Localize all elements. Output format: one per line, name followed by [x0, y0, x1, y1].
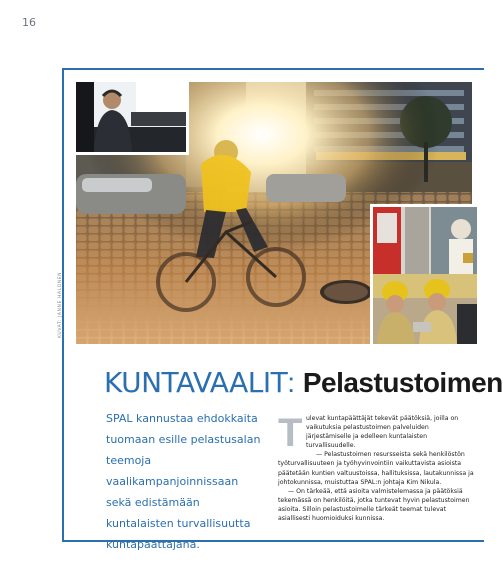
body-paragraph-2: — Pelastustoimen resursseista sekä henkilöstön työturvallisuuteen ja työhyvinvointiin vaikuttavista asioista päätetään kuntien valtuustoissa, hallituksissa, lautakunnissa ja johtokunnissa, muistuttaa SPAL:n johtaja Kim Nikula.: [278, 451, 474, 486]
headline-accent: KUNTAVAALIT: [104, 366, 288, 399]
headline-colon: :: [287, 367, 296, 398]
firefighters-photo: [370, 274, 477, 344]
body-column: [278, 411, 474, 523]
photo-credit: KUVAT: JANNE HALONEN: [58, 271, 63, 338]
drop-cap: T: [278, 411, 303, 455]
fire-station-photo: [370, 204, 477, 280]
body-paragraph-3: — On tärkeää, että asioita valmistelemassa ja päätöksiä tekemässä on henkilöitä, jotka tuntevat hyvin pelastustoimen asioita. Silloin pelastustoimelle tärkeät teemat tulevat asiallisesti huomioiduksi kunnissa.: [278, 487, 470, 523]
article-headline: [104, 365, 503, 401]
office-worker-photo: [76, 82, 189, 155]
intro-paragraph: SPAL kannustaa ehdokkaita tuomaan esille pelastusalan teemoja vaalikampanjoinnissaan sekä edistämään kuntalaisten turvallisuutta kuntapäättäjänä.: [106, 412, 261, 551]
body-paragraph-1: ulevat kuntapäättäjät tekevät päätöksiä, joilla on vaikutuksia pelastustoimen palveluiden järjestämiselle ja edelleen kuntalaisten turvallisuudelle.: [306, 415, 459, 450]
headline-main: Pelastustoimen: [302, 367, 503, 398]
page-number: 16: [22, 16, 36, 29]
